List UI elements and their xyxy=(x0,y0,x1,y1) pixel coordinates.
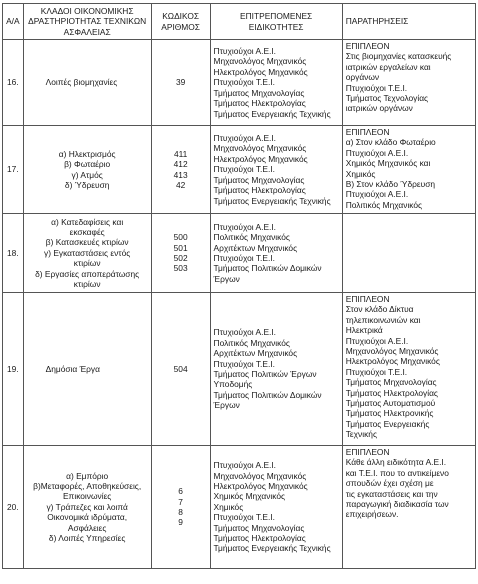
paratiriseis-line: Τμήματος Ηλεκτρολογίας xyxy=(345,387,438,398)
kodikos-line: 39 xyxy=(175,77,186,88)
table-row xyxy=(3,446,476,569)
paratiriseis-line: και Τ.Ε.Ι. που το αντικείμενο xyxy=(345,467,449,478)
eidikotites-line: Πτυχιούχοι Τ.Ε.Ι. xyxy=(213,253,275,263)
table-row xyxy=(3,293,476,446)
paratiriseis-line: Τμήματος Αυτοματισμού xyxy=(345,398,436,409)
klados-line: Δημόσια Έργα xyxy=(45,363,100,374)
eidikotites-line: Πτυχιούχοι Τ.Ε.Ι. xyxy=(213,77,275,88)
eidikotites-line: Πτυχιούχοι Τ.Ε.Ι. xyxy=(213,358,275,369)
eidikotites-line: Έργων xyxy=(213,400,240,411)
header-kodikos-line: ΑΡΙΘΜΟΣ xyxy=(161,21,200,32)
paratiriseis-line: Πτυχιούχοι Α.Ε.Ι. xyxy=(345,335,409,346)
paratiriseis-line: Πτυχιούχοι Τ.Ε.Ι. xyxy=(345,366,408,377)
klados-line: γ) Ατμός xyxy=(71,169,103,180)
kodikos-cell xyxy=(151,214,210,293)
eidikotites-cell xyxy=(210,293,342,446)
eidikotites-line: Τμήματος Πολιτικών Δομικών xyxy=(213,389,322,400)
paratiriseis-line: Ηλεκτρολόγος Μηχανικός xyxy=(345,356,440,367)
kodikos-cell xyxy=(151,40,210,126)
eidikotites-cell xyxy=(210,40,342,126)
header-kodikos xyxy=(151,4,210,40)
table-row xyxy=(3,126,476,214)
paratiriseis-line: Στον κλάδο Δίκτυα xyxy=(345,304,414,315)
klados-line: δ) Λοιπές Υπηρεσίες xyxy=(48,533,126,544)
klados-line: κτιρίων xyxy=(73,258,101,269)
klados-line: εκσκαφές xyxy=(69,226,105,237)
eidikotites-line: Μηχανολόγος Μηχανικός xyxy=(213,143,307,154)
header-paratiriseis: ΠΑΡΑΤΗΡΗΣΕΙΣ xyxy=(342,4,475,40)
paratiriseis-line: Β) Στον κλάδο Ύδρευση xyxy=(345,179,436,190)
klados-line: β)Μεταφορές, Αποθηκεύσεις, xyxy=(33,480,142,491)
eidikotites-line: Πτυχιούχοι Τ.Ε.Ι. xyxy=(213,164,275,175)
klados-cell xyxy=(23,214,151,293)
row-number: 16. xyxy=(3,40,24,126)
paratiriseis-line: Χημικός xyxy=(345,168,376,179)
kodikos-cell xyxy=(151,446,210,569)
klados-line: δ) Εργασίες αποπεράτωσης xyxy=(35,268,140,279)
klados-line: β) Φωταέριο xyxy=(64,159,111,170)
paratiriseis-cell xyxy=(342,214,475,293)
klados-line: γ) Εγκαταστάσεις εντός xyxy=(44,247,131,258)
klados-line: κτιρίων xyxy=(73,279,101,290)
eidikotites-line: Τμήματος Μηχανολογίας xyxy=(213,87,305,98)
klados-line: β) Κατασκευές κτιρίων xyxy=(45,237,129,248)
header-klados-line: ΔΡΑΣΤΗΡΙΟΤΗΤΑΣ ΤΕΧΝΙΚΩΝ xyxy=(28,16,147,27)
eidikotites-line: Πτυχιούχοι Α.Ε.Ι. xyxy=(213,221,277,232)
klados-cell xyxy=(23,446,151,569)
eidikotites-line: Τμήματος Πολιτικών Έργων xyxy=(213,369,317,379)
kodikos-line: 502 xyxy=(173,253,188,263)
header-klados-line: ΚΛΑΔΟΙ ΟΙΚΟΝΟΜΙΚΗΣ xyxy=(40,5,134,16)
header-row xyxy=(3,4,476,40)
kodikos-line: 412 xyxy=(173,159,188,170)
paratiriseis-line: σπουδών έχει σχέση με xyxy=(345,478,434,489)
paratiriseis-line: τις εγκαταστάσεις και την xyxy=(345,488,438,499)
paratiriseis-cell xyxy=(342,126,475,214)
klados-line: Ασφάλειες xyxy=(67,522,107,533)
row-number: 19. xyxy=(3,293,24,446)
eidikotites-line: Μηχανολόγος Μηχανικός xyxy=(213,56,307,67)
eidikotites-line: Τμήματος Ενεργειακής Τεχνικής xyxy=(213,108,331,119)
table-body xyxy=(3,40,476,569)
paratiriseis-line: Τμήματος Ηλεκτρονικής xyxy=(345,408,434,419)
paratiriseis-line: Μηχανολόγος Μηχανικός xyxy=(345,346,439,357)
eidikotites-line: Χημικός Μηχανικός xyxy=(213,491,286,502)
paratiriseis-line: Τμήματος Μηχανολογίας xyxy=(345,377,437,388)
eidikotites-cell xyxy=(210,126,342,214)
kodikos-line: 8 xyxy=(178,507,183,517)
paratiriseis-line: οργάνων xyxy=(345,72,380,83)
paratiriseis-line: Πτυχιούχοι Α.Ε.Ι. xyxy=(345,189,409,200)
paratiriseis-line: παραγωγική διαδικασία των xyxy=(345,499,449,510)
kodikos-cell xyxy=(151,126,210,214)
eidikotites-line: Αρχιτέκτων Μηχανικός xyxy=(213,242,298,253)
klados-cell xyxy=(23,126,151,214)
paratiriseis-line: Τμήματος Τεχνολογίας xyxy=(345,93,429,104)
eidikotites-line: Τμήματος Ηλεκτρολογίας xyxy=(213,533,306,544)
paratiriseis-line: επιχειρήσεων. xyxy=(345,509,399,520)
eidikotites-line: Τμήματος Πολιτικών Δομικών xyxy=(213,263,322,274)
paratiriseis-cell xyxy=(342,446,475,569)
eidikotites-line: Πτυχιούχοι Α.Ε.Ι. xyxy=(213,133,277,144)
header-aa: Α/Α xyxy=(3,4,24,40)
header-klados xyxy=(23,4,151,40)
table-row xyxy=(3,40,476,126)
paratiriseis-line: ιατρικών εργαλείων και xyxy=(345,61,431,72)
klados-cell xyxy=(23,293,151,446)
paratiriseis-line: τηλεπικοινωνιών και xyxy=(345,314,421,325)
header-eidikotites: ΕΠΙΤΡΕΠΟΜΕΝΕΣ ΕΙΔΙΚΟΤΗΤΕΣ xyxy=(210,4,342,40)
paratiriseis-line: Χημικός Μηχανικός και xyxy=(345,158,431,169)
paratiriseis-line: Τεχνικής xyxy=(345,429,377,440)
kodikos-line: 7 xyxy=(178,496,183,507)
table-row xyxy=(3,214,476,293)
eidikotites-line: Αρχιτέκτων Μηχανικός xyxy=(213,348,298,359)
eidikotites-line: Πολιτικός Μηχανικός xyxy=(213,232,290,243)
paratiriseis-line: ΕΠΙΠΛΕΟΝ xyxy=(345,294,390,304)
klados-cell xyxy=(23,40,151,126)
klados-line: α) Κατεδαφίσεις και xyxy=(51,216,124,227)
kodikos-cell xyxy=(151,293,210,446)
kodikos-line: 500 xyxy=(173,232,188,243)
header-klados-line: ΑΣΦΑΛΕΙΑΣ xyxy=(63,26,111,37)
eidikotites-line: Πτυχιούχοι Τ.Ε.Ι. xyxy=(213,512,275,523)
row-number: 18. xyxy=(3,214,24,293)
paratiriseis-line: ΕΠΙΠΛΕΟΝ xyxy=(345,447,390,457)
klados-line: δ) Ύδρευση xyxy=(64,179,110,190)
row-number: 20. xyxy=(3,446,24,569)
paratiriseis-line: ΕΠΙΠΛΕΟΝ xyxy=(345,41,390,51)
eidikotites-line: Τμήματος Ηλεκτρολογίας xyxy=(213,185,306,196)
eidikotites-line: Τμήματος Ηλεκτρολογίας xyxy=(213,98,306,109)
eidikotites-line: Ηλεκτρολόγος Μηχανικός xyxy=(213,66,308,77)
paratiriseis-line: α) Στον κλάδο Φωταέριο xyxy=(345,137,436,148)
klados-line: Επικοινωνίες xyxy=(62,491,112,502)
eidikotites-line: Πτυχιούχοι Α.Ε.Ι. xyxy=(213,460,277,471)
kodikos-line: 9 xyxy=(178,517,183,528)
eidikotites-line: Τμήματος Ενεργειακής Τεχνικής xyxy=(213,195,331,206)
kodikos-line: 413 xyxy=(173,169,188,180)
klados-line: γ) Τράπεζες και λοιπά xyxy=(46,501,128,512)
eidikotites-line: Πολιτικός Μηχανικός xyxy=(213,337,290,348)
eidikotites-line: Πτυχιούχοι Α.Ε.Ι. xyxy=(213,327,277,338)
kodikos-line: 42 xyxy=(175,179,186,190)
eidikotites-line: Υποδομής xyxy=(213,379,253,390)
paratiriseis-line: Πτυχιούχοι Τ.Ε.Ι. xyxy=(345,82,408,93)
eidikotites-line: Μηχανολόγος Μηχανικός xyxy=(213,470,307,481)
paratiriseis-line: ιατρικών οργάνων xyxy=(345,103,413,114)
eidikotites-line: Ηλεκτρολόγος Μηχανικός xyxy=(213,153,308,164)
paratiriseis-line: Ηλεκτρικά xyxy=(345,325,383,336)
paratiriseis-line: ΕΠΙΠΛΕΟΝ xyxy=(345,127,390,137)
paratiriseis-cell xyxy=(342,40,475,126)
kodikos-line: 411 xyxy=(173,148,188,159)
paratiriseis-line: Στις βιομηχανίες κατασκευής xyxy=(345,51,452,62)
eidikotites-line: Χημικός xyxy=(213,501,244,512)
paratiriseis-line: Πτυχιούχοι Α.Ε.Ι. xyxy=(345,147,409,158)
eidikotites-cell xyxy=(210,214,342,293)
eidikotites-line: Πτυχιούχοι Α.Ε.Ι. xyxy=(213,46,277,57)
paratiriseis-line: Πολιτικός Μηχανικός xyxy=(345,199,423,210)
eidikotites-line: Έργων xyxy=(213,273,240,284)
eidikotites-line: Τμήματος Μηχανολογίας xyxy=(213,522,305,533)
paratiriseis-line: Τμήματος Ενεργειακής xyxy=(345,418,430,429)
eidikotites-cell xyxy=(210,446,342,569)
klados-line: Οικονομικά ιδρύματα, xyxy=(47,512,128,523)
kodikos-line: 501 xyxy=(173,242,188,253)
paratiriseis-line: Κάθε άλλη ειδικότητα Α.Ε.Ι. xyxy=(345,457,447,468)
kodikos-line: 6 xyxy=(178,486,183,497)
klados-line: α) Εμπόριο xyxy=(66,470,109,481)
klados-line: Λοιπές βιομηχανίες xyxy=(45,77,118,88)
kodikos-line: 504 xyxy=(173,363,188,374)
paratiriseis-cell xyxy=(342,293,475,446)
row-number: 17. xyxy=(3,126,24,214)
kodikos-line: 503 xyxy=(173,263,188,274)
specialties-table xyxy=(2,3,476,569)
klados-line: α) Ηλεκτρισμός xyxy=(58,148,116,159)
eidikotites-line: Τμήματος Ενεργειακής Τεχνικής xyxy=(213,543,331,554)
eidikotites-line: Ηλεκτρολόγος Μηχανικός xyxy=(213,480,308,491)
header-kodikos-line: ΚΩΔΙΚΟΣ xyxy=(162,11,200,22)
eidikotites-line: Τμήματος Μηχανολογίας xyxy=(213,174,305,185)
